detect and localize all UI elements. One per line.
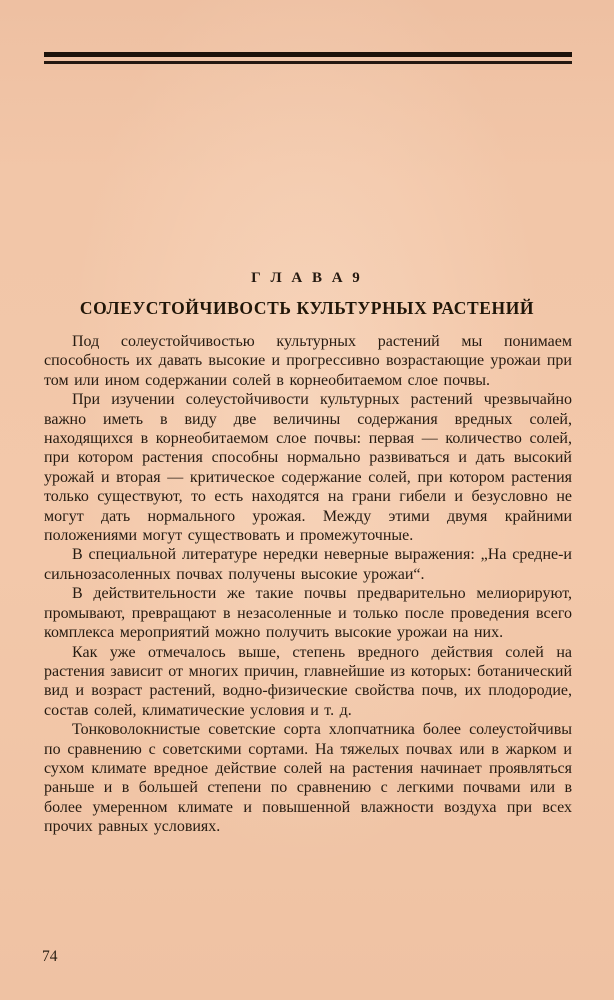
chapter-heading: Г Л А В А 9	[251, 270, 363, 286]
top-double-rule	[44, 0, 572, 64]
paragraph: Тонковолокнистые советские сорта хлопчатника более солеустойчивы по сравнению с советскими сортами. На тяжелых почвах или в жарком и сухом климате вредное действие солей на растения начинает проявляться раньше и в большей степени по сравнению с легкими почвами или в более умеренном климате и повышенной влажности воздуха при всех прочих равных условиях.	[44, 721, 572, 836]
paragraph: В действительности же такие почвы предварительно мелиорируют, промывают, превращают в незасоленные и только после проведения всего комплекса мероприятий можно получить высокие урожаи на них.	[44, 585, 572, 642]
paragraph: Как уже отмечалось выше, степень вредного действия солей на растения зависит от многих причин, главнейшие из которых: ботанический вид и возраст растений, водно-физические свойства почв, их плодородие, состав солей, климатические условия и т. д.	[44, 643, 572, 719]
page-number: 74	[42, 948, 58, 965]
paragraph: При изучении солеустойчивости культурных растений чрезвычайно важно иметь в виду две величины содержания вредных солей, находящихся в корнеобитаемом слое почвы: первая — количество солей, при котором растения способны нормально развиваться и дать высокий урожай и вторая — критическое содержание солей, при котором растения только существуют, то есть находятся на грани гибели и безусловно не могут дать нормального урожая. Между этими двумя крайними положениями могут существовать и промежуточные.	[44, 391, 572, 545]
paragraph: В специальной литературе нередки неверные выражения: „На средне-и сильнозасоленных почвах получены высокие урожаи“.	[44, 546, 572, 583]
paragraph: Под солеустойчивостью культурных растений мы понимаем способность их давать высокие и прогрессивно возрастающие урожаи при том или ином содержании солей в корнеобитаемом слое почвы.	[44, 333, 572, 389]
top-rule-thick	[44, 52, 572, 57]
body-text	[44, 332, 572, 837]
top-rule-thin	[44, 61, 572, 64]
page-title: СОЛЕУСТОЙЧИВОСТЬ КУЛЬТУРНЫХ РАСТЕНИЙ	[79, 298, 535, 318]
